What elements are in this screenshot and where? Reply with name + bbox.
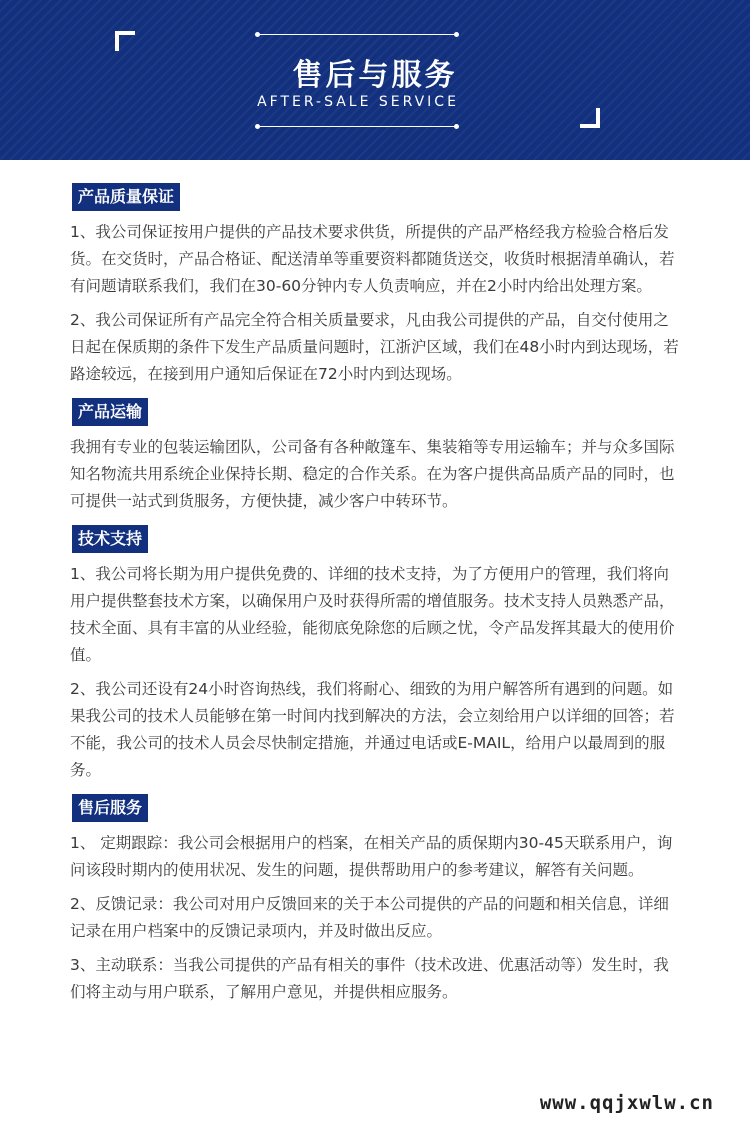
page-title: 售后与服务 bbox=[292, 58, 458, 93]
section-paragraph: 3、主动联系：当我公司提供的产品有相关的事件（技术改进、优惠活动等）发生时，我们将主动与用户联系，了解用户意见，并提供相应服务。 bbox=[70, 956, 669, 1001]
corner-bracket-top-left bbox=[115, 31, 135, 51]
section-heading: 产品质量保证 bbox=[72, 183, 180, 211]
section-paragraph: 我拥有专业的包装运输团队，公司备有各种敞篷车、集装箱等专用运输车；并与众多国际知名物流共用系统企业保持长期、稳定的合作关系。在为客户提供高品质产品的同时，也可提供一站式到货服务，方便快捷，减少客户中转环节。 bbox=[70, 438, 675, 510]
section-paragraph: 1、 定期跟踪：我公司会根据用户的档案，在相关产品的质保期内30-45天联系用户，询问该段时期内的使用状况、发生的问题，提供帮助用户的参考建议，解答有关问题。 bbox=[70, 834, 673, 879]
section-paragraph: 2、我公司保证所有产品完全符合相关质量要求，凡由我公司提供的产品，自交付使用之日起在保质期的条件下发生产品质量问题时，江浙沪区域，我们在48小时内到达现场，若路途较远，在接到用户通知后保证在72小时内到达现场。 bbox=[70, 311, 679, 383]
section-after-sales bbox=[70, 794, 682, 1006]
section-paragraph: 1、我公司保证按用户提供的产品技术要求供货，所提供的产品严格经我方检验合格后发货。在交货时，产品合格证、配送清单等重要资料都随货送交，收货时根据清单确认，若有问题请联系我们，我们在30-60分钟内专人负责响应，并在2小时内给出处理方案。 bbox=[70, 223, 675, 295]
section-transport bbox=[70, 398, 682, 515]
section-heading: 售后服务 bbox=[72, 794, 148, 822]
section-quality-assurance bbox=[70, 183, 682, 388]
section-heading: 技术支持 bbox=[72, 525, 148, 553]
decorative-rule-bottom bbox=[258, 126, 456, 127]
section-paragraph: 2、反馈记录：我公司对用户反馈回来的关于本公司提供的产品的问题和相关信息，详细记录在用户档案中的反馈记录项内，并及时做出反应。 bbox=[70, 895, 669, 940]
page-subtitle: AFTER-SALE SERVICE bbox=[257, 94, 459, 110]
header-banner bbox=[0, 0, 750, 160]
watermark-url: www.qqjxwlw.cn bbox=[539, 1092, 714, 1114]
section-technical-support bbox=[70, 525, 682, 784]
section-paragraph: 1、我公司将长期为用户提供免费的、详细的技术支持，为了方便用户的管理，我们将向用户提供整套技术方案，以确保用户及时获得所需的增值服务。技术支持人员熟悉产品，技术全面、具有丰富的从业经验，能彻底免除您的后顾之忧，令产品发挥其最大的使用价值。 bbox=[70, 565, 675, 664]
corner-bracket-bottom-right bbox=[580, 108, 600, 128]
section-paragraph: 2、我公司还设有24小时咨询热线，我们将耐心、细致的为用户解答所有遇到的问题。如果我公司的技术人员能够在第一时间内找到解决的方法，会立刻给用户以详细的回答；若不能，我公司的技术人员会尽快制定措施，并通过电话或E-MAIL，给用户以最周到的服务。 bbox=[70, 680, 675, 779]
section-heading: 产品运输 bbox=[72, 398, 148, 426]
content-body bbox=[70, 183, 682, 1016]
decorative-rule-top bbox=[258, 34, 456, 35]
